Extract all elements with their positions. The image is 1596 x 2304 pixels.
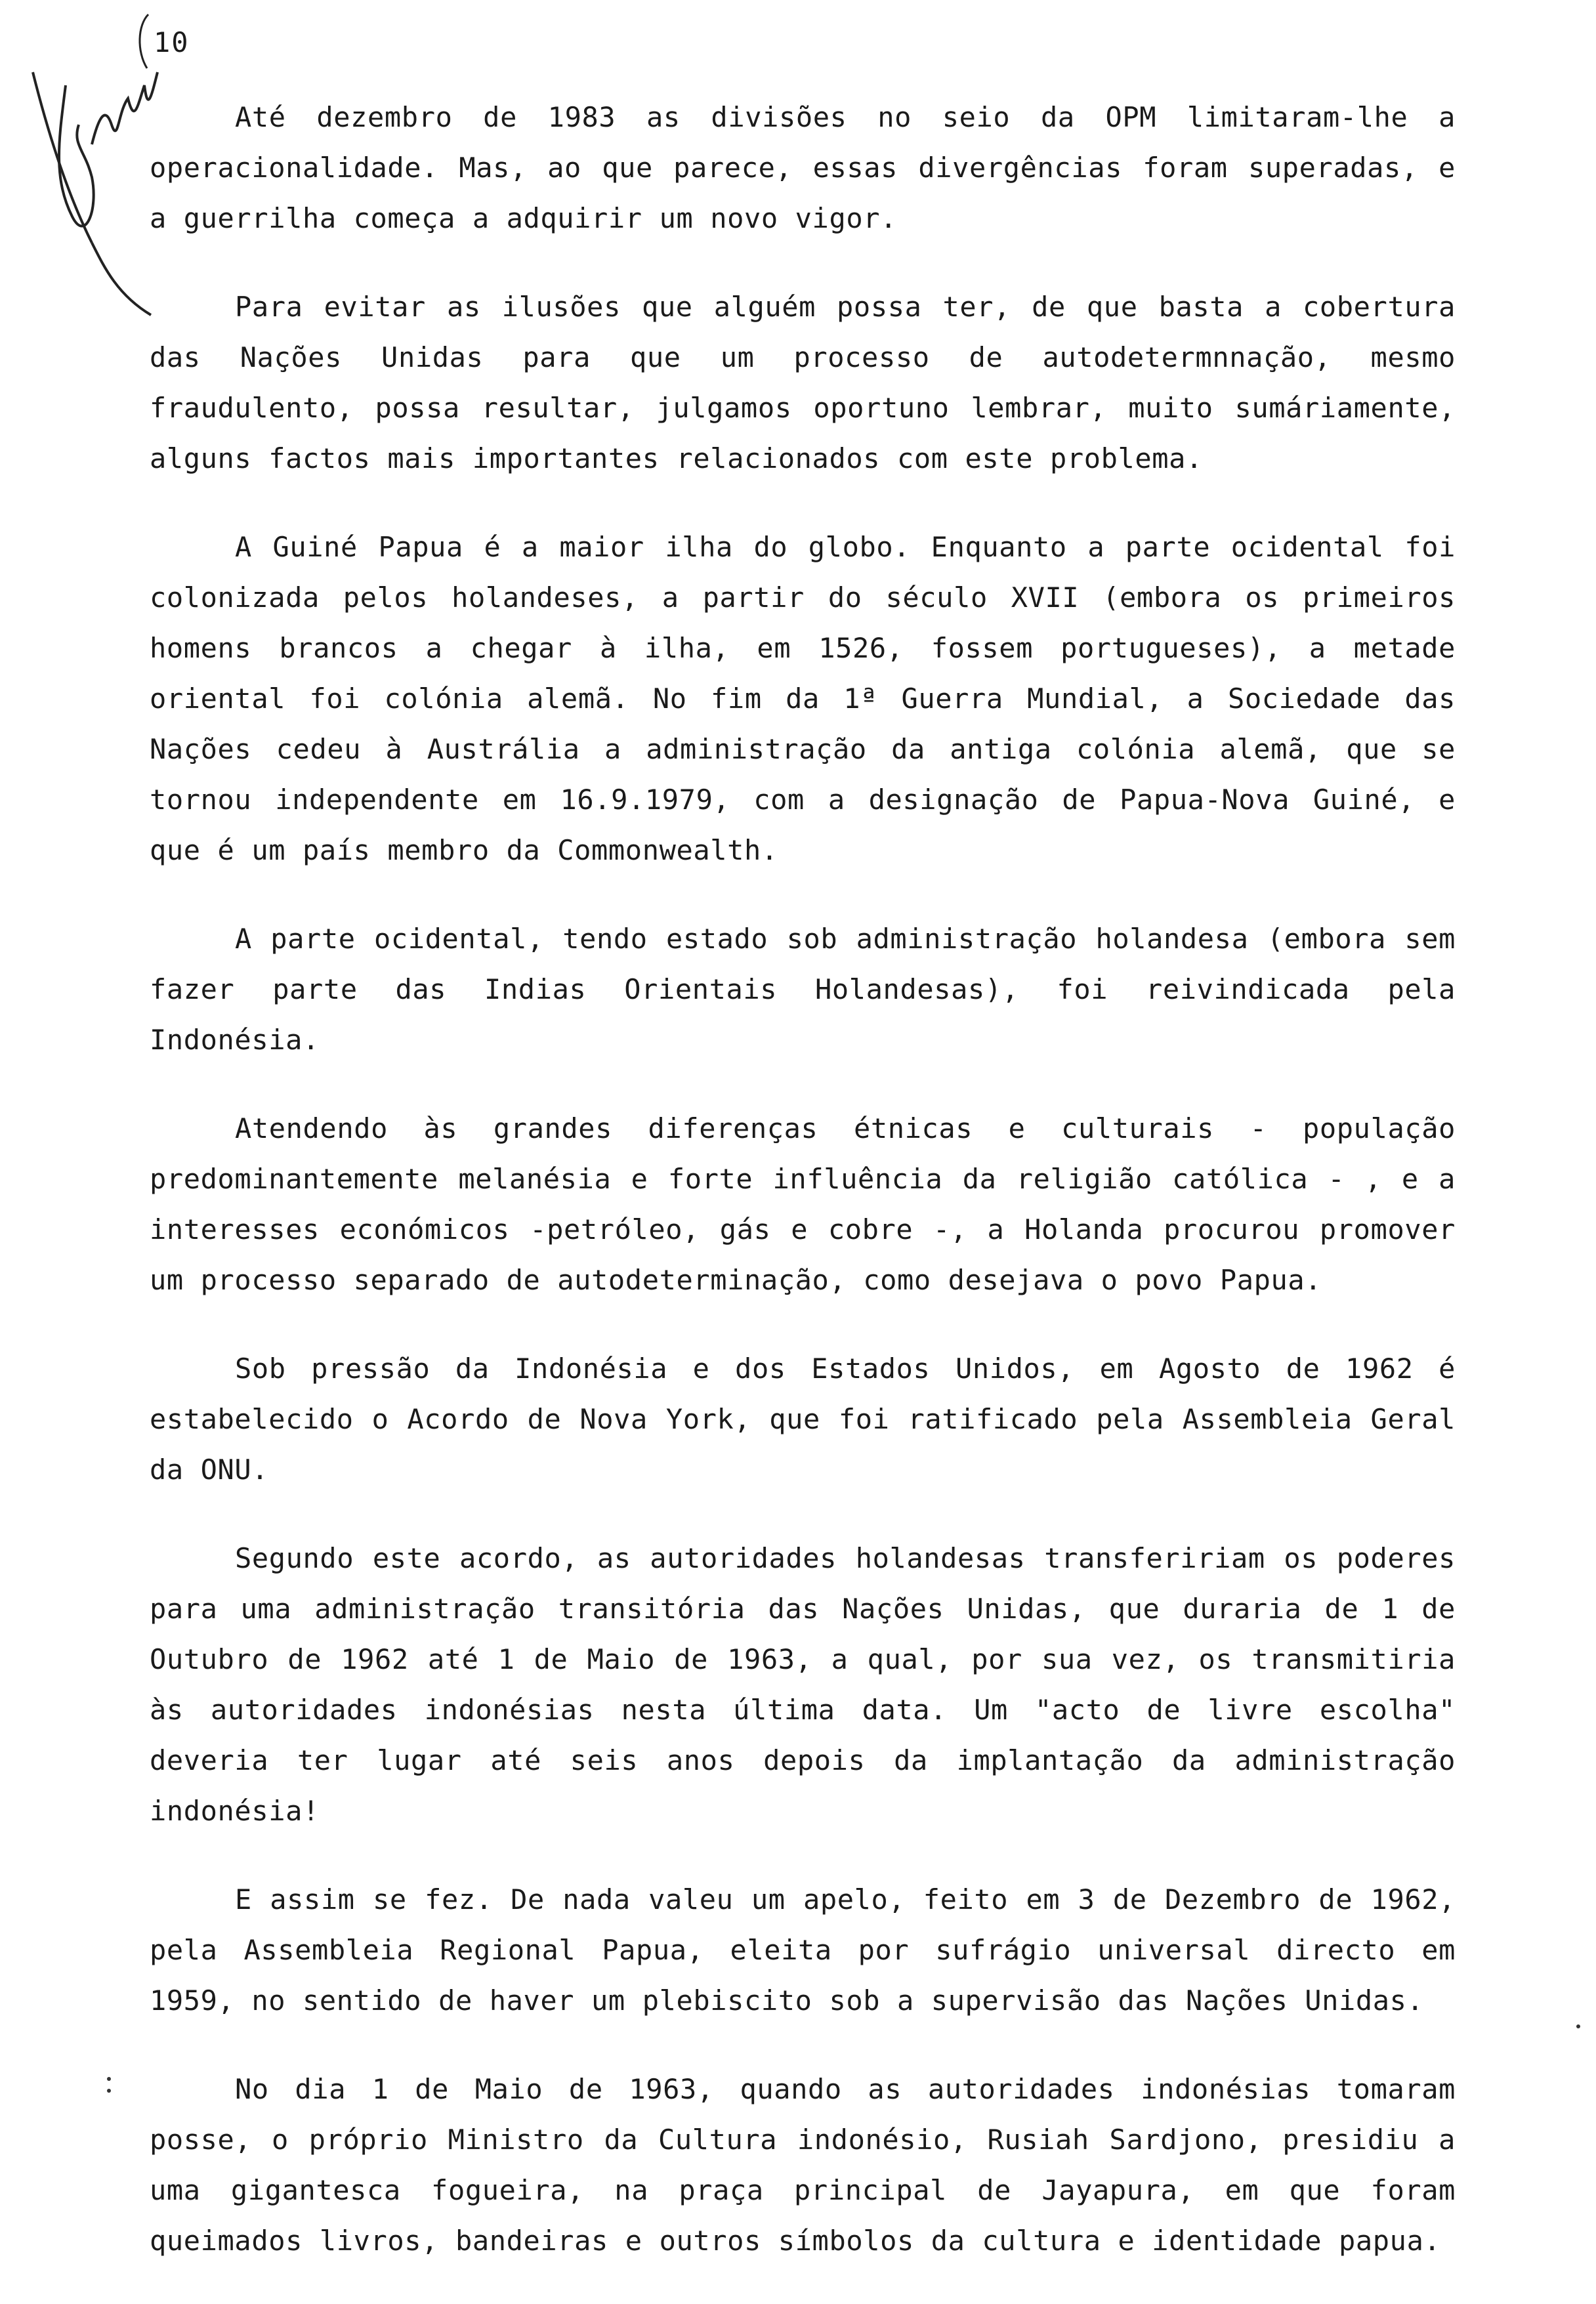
document-body — [150, 92, 1456, 2304]
paragraph-3: A Guiné Papua é a maior ilha do globo. Enquanto a parte ocidental foi colonizada pelos holandeses, a partir do século XVII (embora os primeiros homens brancos a chegar à ilha, em 1526, fossem portugueses), a metade oriental foi colónia alemã. No fim da 1ª Guerra Mundial, a Sociedade das Nações cedeu à Austrália a administração da antiga colónia alemã, que se tornou independente em 16.9.1979, com a designação de Papua-Nova Guiné, e que é um país membro da Commonwealth. — [150, 531, 1456, 866]
paragraph-1: Até dezembro de 1983 as divisões no seio da OPM limitaram-lhe a operacionalidade. Mas, ao que parece, essas divergências foram superadas, e a guerrilha começa a adquirir um novo vigor. — [150, 101, 1456, 234]
paragraph-6: Sob pressão da Indonésia e dos Estados Unidos, em Agosto de 1962 é estabelecido o Acordo de Nova York, que foi ratificado pela Assembleia Geral da ONU. — [150, 1352, 1456, 1486]
margin-dot-right — [1575, 2021, 1582, 2034]
paragraph-2: Para evitar as ilusões que alguém possa ter, de que basta a cobertura das Nações Unidas para que um processo de autodetermnnação, mesmo fraudulento, possa resultar, julgamos oportuno lembrar, muito sumáriamente, alguns factos mais importantes relacionados com este problema. — [150, 291, 1456, 474]
paragraph-7: Segundo este acordo, as autoridades holandesas transfeririam os poderes para uma administração transitória das Nações Unidas, que duraria de 1 de Outubro de 1962 até 1 de Maio de 1963, a qual, por sua vez, os transmitiria às autoridades indonésias nesta última data. Um "acto de livre escolha" deveria ter lugar até seis anos depois da implantação da administração indonésia! — [150, 1542, 1456, 1827]
margin-dot-left — [105, 2074, 113, 2100]
paragraph-4: A parte ocidental, tendo estado sob administração holandesa (embora sem fazer parte das Indias Orientais Holandesas), foi reivindicada pela Indonésia. — [150, 923, 1456, 1056]
paragraph-5: Atendendo às grandes diferenças étnicas e culturais - população predominantemente melanésia e forte influência da religião católica - , e a interesses económicos -petróleo, gás e cobre -, a Holanda procurou promover um processo separado de autodeterminação, como desejava o povo Papua. — [150, 1112, 1456, 1296]
paragraph-8: E assim se fez. De nada valeu um apelo, feito em 3 de Dezembro de 1962, pela Assembleia Regional Papua, eleita por sufrágio universal directo em 1959, no sentido de haver um plebiscito sob a supervisão das Nações Unidas. — [150, 1883, 1456, 2017]
paragraph-9: No dia 1 de Maio de 1963, quando as autoridades indonésias tomaram posse, o próprio Ministro da Cultura indonésio, Rusiah Sardjono, presidiu a uma gigantesca fogueira, na praça principal de Jayapura, em que foram queimados livros, bandeiras e outros símbolos da cultura e identidade papua. — [150, 2073, 1456, 2257]
page-number: 10 — [154, 26, 190, 58]
